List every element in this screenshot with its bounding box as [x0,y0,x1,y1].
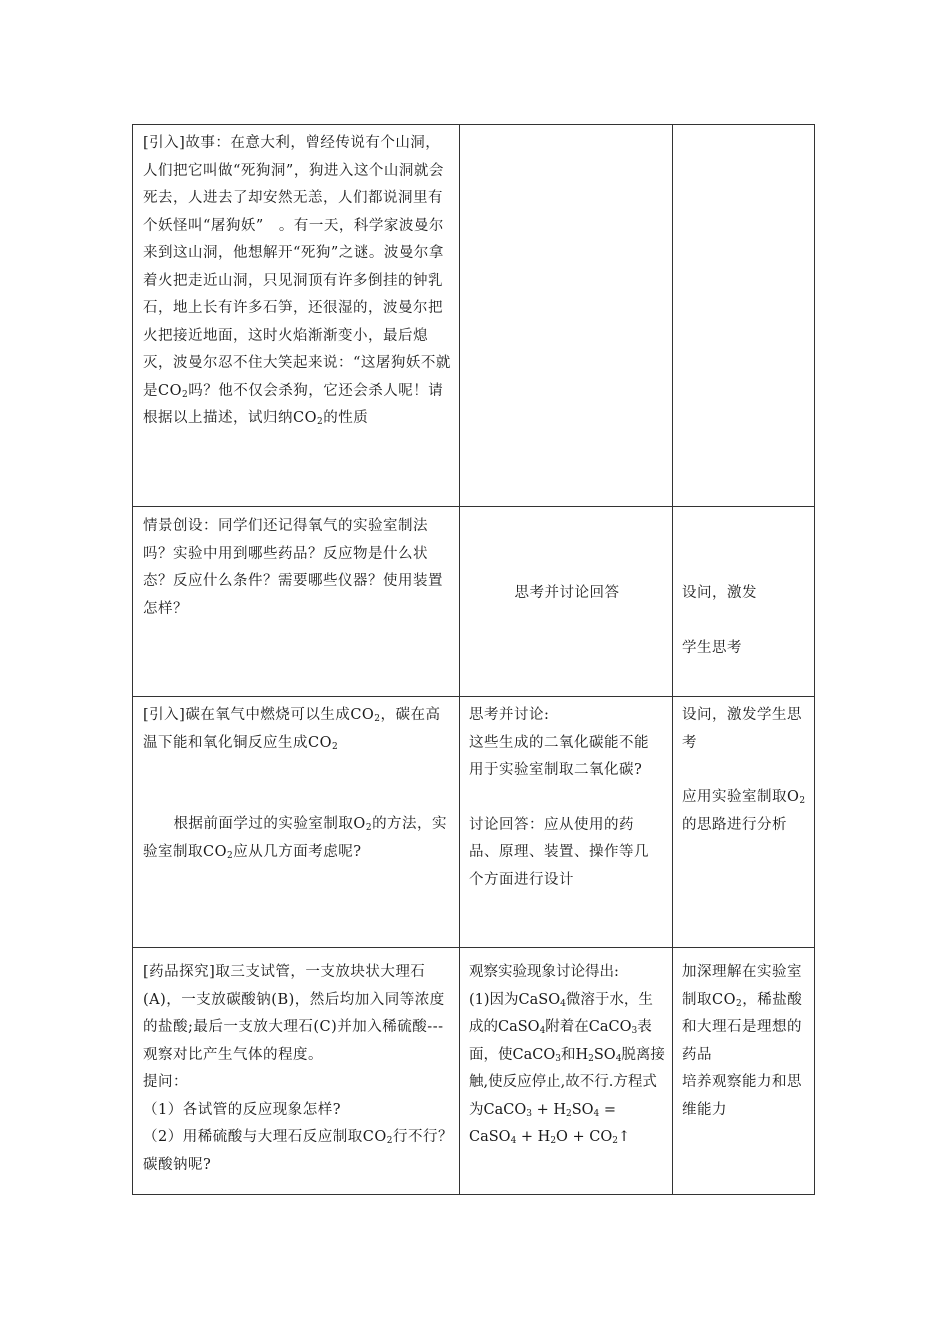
lesson-plan-table [132,124,815,1195]
row4-student-activity: 观察实验现象讨论得出: (1)因为CaSO$_4$微溶于水，生成的CaSO$_4$附着在CaCO$_3$表面，使CaCO$_3$和$H_2SO_4$脱离接触,使反应停止,故不行.方程式为CaCO$_3$ + $H_2SO_4$ = CaSO$_4$ + $H_2O$ + $CO_2↑$ [469,964,665,1146]
row4-teacher-activity: [药品探究]取三支试管，一支放块状大理石(A)，一支放碳酸钠(B)，然后均加入同等浓度的盐酸;最后一支放大理石(C)并加入稀硫酸---观察对比产生气体的程度。 提问： （1）各试管的反应现象怎样? （2）用稀硫酸与大理石反应制取$CO_2$行不行？碳酸钠呢? [143,964,453,1173]
row3-student-activity: 思考并讨论: 这些生成的二氧化碳能不能用于实验室制取二氧化碳? 讨论回答：应从使用的药品、原理、装置、操作等几个方面进行设计 [469,707,649,888]
row2-student-activity: 思考并讨论回答 [514,585,620,601]
row-divider [133,506,814,507]
row3-teacher-activity: [引入]碳在氧气中燃烧可以生成$CO_2$，碳在高温下能和氧化铜反应生成$CO_2$ 根据前面学过的实验室制取$O_2$的方法，实验室制取$CO_2$应从几方面考虑呢? [143,707,448,861]
row2-teacher-activity: 情景创设：同学们还记得氧气的实验室制法吗？实验中用到哪些药品？反应物是什么状态？反应什么条件？需要哪些仪器？使用装置怎样？ [143,518,443,617]
row-divider [133,947,814,948]
column-divider [672,125,673,1194]
row3-design-intent: 设问，激发学生思考 应用实验室制取$O_2$的思路进行分析 [682,707,806,833]
row4-design-intent: 加深理解在实验室制取$CO_2$，稀盐酸和大理石是理想的药品 培养观察能力和思维能力 [682,964,803,1118]
row2-design-intent: 设问，激发 学生思考 [682,585,757,656]
row1-teacher-activity: [引入]故事：在意大利，曾经传说有个山洞，人们把它叫做“死狗洞”，狗进入这个山洞就会死去，人进去了却安然无恙，人们都说洞里有个妖怪叫“屠狗妖” 。有一天，科学家波曼尔来到这山洞，他想解开“死狗”之谜。波曼尔拿着火把走近山洞，只见洞顶有许多倒挂的钟乳石，地上长有许多石笋，还很湿的，波曼尔把火把接近地面，这时火焰渐渐变小，最后熄灭，波曼尔忍不住大笑起来说：“这屠狗妖不就是$CO_2$吗？他不仅会杀狗，它还会杀人呢！请根据以上描述，试归纳$CO_2$的性质 [143,135,451,427]
row-divider [133,696,814,697]
column-divider [459,125,460,1194]
